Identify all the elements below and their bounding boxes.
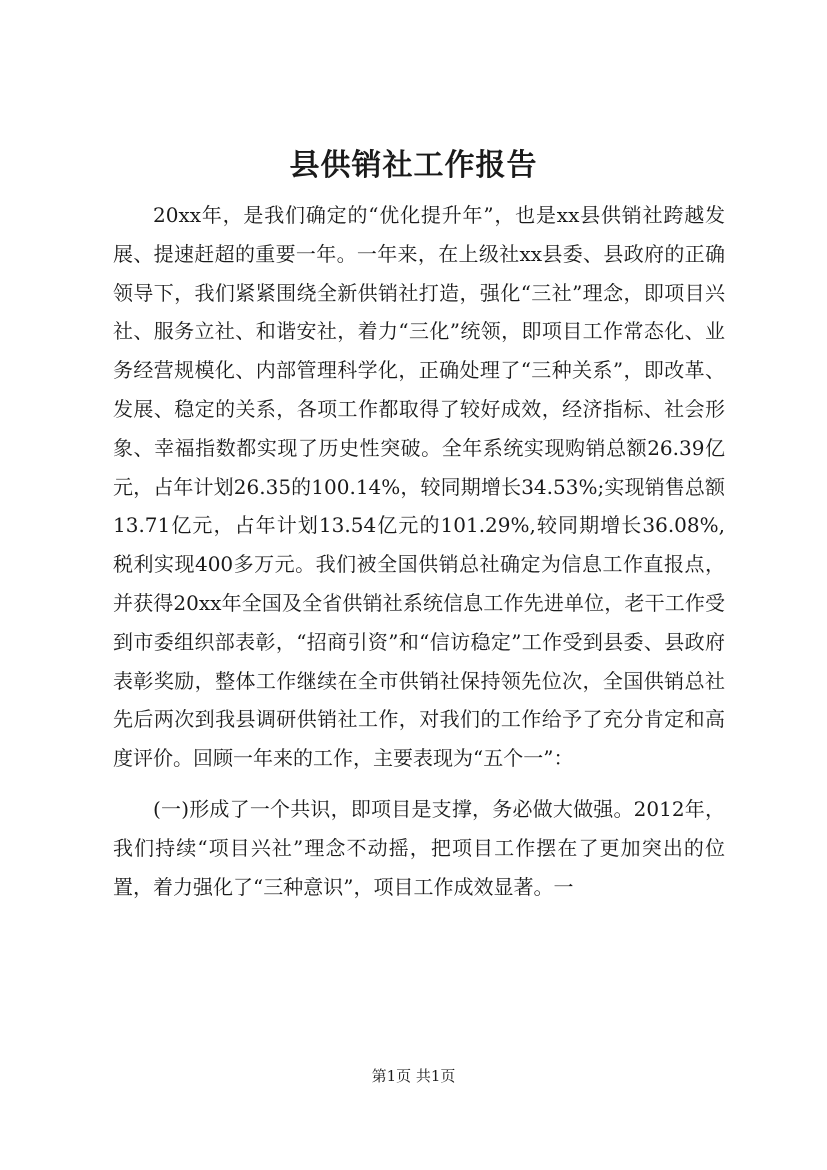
- document-title: 县供销社工作报告: [289, 148, 538, 183]
- page-footer: 第1页 共1页: [371, 1067, 456, 1085]
- paragraph-intro: 20xx年，是我们确定的“优化提升年”，也是xx县供销社跨越发展、提速赶超的重要一年。一年来，在上级社xx县委、县政府的正确领导下，我们紧紧围绕全新供销社打造，强化“三社”理念，即项目兴社、服务立社、和谐安社，着力“三化”统领，即项目工作常态化、业务经营规模化、内部管理科学化，正确处理了“三种关系”，即改革、发展、稳定的关系，各项工作都取得了较好成效，经济指标、社会形象、幸福指数都实现了历史性突破。全年系统实现购销总额26.39亿元，占年计划26.35的100.14%，较同期增长34.53%;实现销售总额13.71亿元，占年计划13.54亿元的101.29%,较同期增长36.08%,税利实现400多万元。我们被全国供销总社确定为信息工作直报点，并获得20xx年全国及全省供销社系统信息工作先进单位，老干工作受到市委组织部表彰，“招商引资”和“信访稳定”工作受到县委、县政府表彰奖励，整体工作继续在全市供销社保持领先位次，全国供销总社先后两次到我县调研供销社工作，对我们的工作给予了充分肯定和高度评价。回顾一年来的工作，主要表现为“五个一”：: [113, 203, 725, 771]
- document-body: [113, 196, 725, 906]
- paragraph-section-1: (一)形成了一个共识，即项目是支撑，务必做大做强。2012年，我们持续“项目兴社”理念不动摇，把项目工作摆在了更加突出的位置，着力强化了“三种意识”，项目工作成效显著。一: [113, 796, 725, 899]
